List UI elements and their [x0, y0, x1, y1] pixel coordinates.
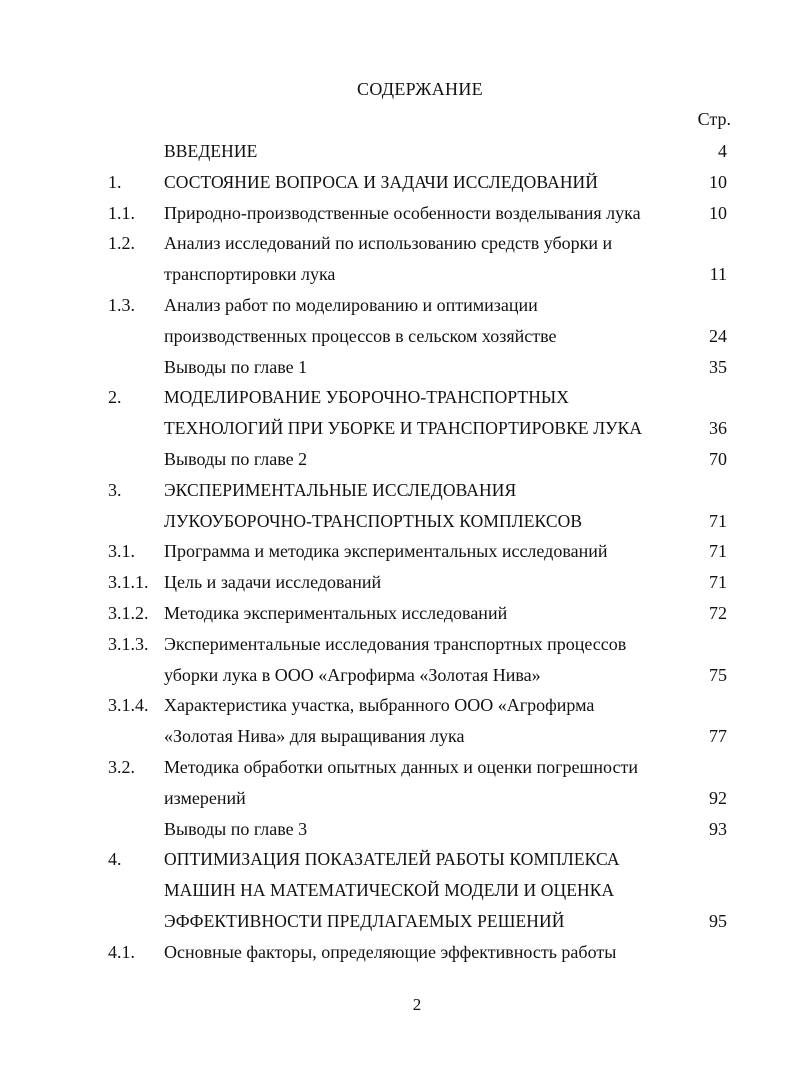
toc-entry-title: «Золотая Нива» для выращивания лука — [164, 726, 465, 747]
toc-entry — [0, 784, 792, 812]
toc-entry-title: Характеристика участка, выбранного ООО «Агрофирма — [164, 695, 595, 716]
toc-entry-title: Выводы по главе 3 — [164, 818, 308, 839]
toc-entry — [0, 722, 792, 750]
toc-entry — [0, 537, 792, 565]
toc-entry-page: 95 — [709, 911, 727, 931]
toc-entry-page: 72 — [709, 603, 727, 623]
toc-entry — [0, 199, 792, 227]
toc-entry-title: Экспериментальные исследования транспортных процессов — [164, 633, 627, 654]
toc-entry-title: транспортировки лука — [164, 264, 336, 285]
toc-entry-page: 4 — [718, 141, 727, 161]
toc-entry — [0, 414, 792, 442]
toc-entry-title: Методика экспериментальных исследований — [164, 603, 508, 623]
toc-entry-page: 36 — [709, 418, 727, 439]
toc-entry — [0, 753, 792, 781]
toc-entry-title: Методика обработки опытных данных и оценки погрешности — [164, 757, 638, 777]
toc-entry-number: 4. — [108, 849, 122, 870]
toc-entry-number: 4.1. — [108, 941, 135, 962]
toc-entry-number: 3.1.2. — [108, 603, 149, 623]
toc-entry-title: Анализ исследований по использованию средств уборки и — [164, 233, 613, 254]
toc-entry-title: СОСТОЯНИЕ ВОПРОСА И ЗАДАЧИ ИССЛЕДОВАНИЙ — [164, 171, 599, 192]
toc-entry — [0, 445, 792, 473]
toc-entry — [0, 815, 792, 843]
toc-entry — [0, 260, 792, 288]
toc-entry-title: Выводы по главе 1 — [164, 356, 308, 377]
page-number: 2 — [412, 995, 422, 1014]
toc-entry — [0, 599, 792, 627]
toc-entry-number: 3.1.1. — [108, 572, 149, 593]
toc-entry — [0, 229, 792, 257]
toc-entry-number: 3.2. — [108, 757, 135, 777]
toc-entry-title: ЭФФЕКТИВНОСТИ ПРЕДЛАГАЕМЫХ РЕШЕНИЙ — [164, 911, 565, 931]
toc-entry-page: 71 — [709, 510, 727, 531]
toc-entry-page: 35 — [709, 356, 727, 377]
toc-entry — [0, 168, 792, 196]
toc-entry-title: Анализ работ по моделированию и оптимизации — [164, 295, 538, 315]
toc-entry-title: ОПТИМИЗАЦИЯ ПОКАЗАТЕЛЕЙ РАБОТЫ КОМПЛЕКСА — [164, 849, 620, 870]
toc-entry-title: Основные факторы, определяющие эффективность работы — [164, 941, 617, 962]
toc-entry-number: 3.1.3. — [108, 633, 149, 654]
toc-entry-number: 2. — [108, 387, 122, 408]
toc-entry — [0, 630, 792, 658]
toc-entry — [0, 383, 792, 411]
toc-entry — [0, 291, 792, 319]
toc-entry — [0, 691, 792, 719]
toc-entry-page: 11 — [709, 264, 727, 285]
toc-entry — [0, 476, 792, 504]
toc-entry-title: измерений — [164, 787, 246, 808]
toc-entry-title: МАШИН НА МАТЕМАТИЧЕСКОЙ МОДЕЛИ И ОЦЕНКА — [164, 880, 615, 901]
toc-entry-number: 1.1. — [108, 202, 135, 223]
toc-entry-page: 71 — [709, 572, 727, 593]
toc-entry — [0, 507, 792, 535]
toc-entry — [0, 907, 792, 935]
toc-entry — [0, 938, 792, 966]
toc-entry — [0, 322, 792, 350]
toc-entry-title: Природно-производственные особенности возделывания лука — [164, 202, 641, 223]
toc-entry-page: 93 — [709, 818, 727, 839]
toc-entry-title: Цель и задачи исследований — [164, 572, 382, 593]
toc-entry-title: ВВЕДЕНИЕ — [164, 141, 258, 161]
toc-entry-title: ТЕХНОЛОГИЙ ПРИ УБОРКЕ И ТРАНСПОРТИРОВКЕ ЛУКА — [164, 418, 643, 439]
toc-entry-page: 24 — [709, 325, 727, 346]
toc-entry — [0, 568, 792, 596]
toc-entry-number: 1.2. — [108, 233, 135, 254]
toc-entry-page: 75 — [709, 664, 727, 685]
toc-entry-title: МОДЕЛИРОВАНИЕ УБОРОЧНО-ТРАНСПОРТНЫХ — [164, 387, 570, 408]
toc-entry-title: Выводы по главе 2 — [164, 449, 308, 469]
toc-entry-number: 3. — [108, 479, 122, 500]
page-column-header: Стр. — [697, 109, 731, 129]
toc-entry-number: 1.3. — [108, 295, 135, 315]
toc-entry-number: 1. — [108, 171, 122, 192]
toc-entry — [0, 876, 792, 904]
toc-entry — [0, 353, 792, 381]
toc-entry-title: уборки лука в ООО «Агрофирма «Золотая Нива» — [164, 664, 541, 685]
toc-entry-page: 70 — [709, 449, 727, 469]
toc-entry-title: ЛУКОУБОРОЧНО-ТРАНСПОРТНЫХ КОМПЛЕКСОВ — [164, 510, 583, 531]
toc-entry-page: 71 — [709, 541, 727, 562]
toc-entry — [0, 137, 792, 165]
toc-entry-number: 3.1.4. — [108, 695, 149, 716]
page-title: СОДЕРЖАНИЕ — [357, 79, 483, 99]
toc-entry — [0, 845, 792, 873]
toc-entry-title: производственных процессов в сельском хозяйстве — [164, 325, 557, 346]
toc-entry-page: 92 — [709, 787, 727, 808]
toc-entry-page: 10 — [709, 202, 727, 223]
toc-entry — [0, 661, 792, 689]
toc-entry-title: Программа и методика экспериментальных исследований — [164, 541, 608, 562]
toc-entry-page: 77 — [709, 726, 727, 747]
toc-entry-page: 10 — [709, 171, 727, 192]
toc-entry-title: ЭКСПЕРИМЕНТАЛЬНЫЕ ИССЛЕДОВАНИЯ — [164, 479, 517, 500]
toc-entry-number: 3.1. — [108, 541, 135, 562]
